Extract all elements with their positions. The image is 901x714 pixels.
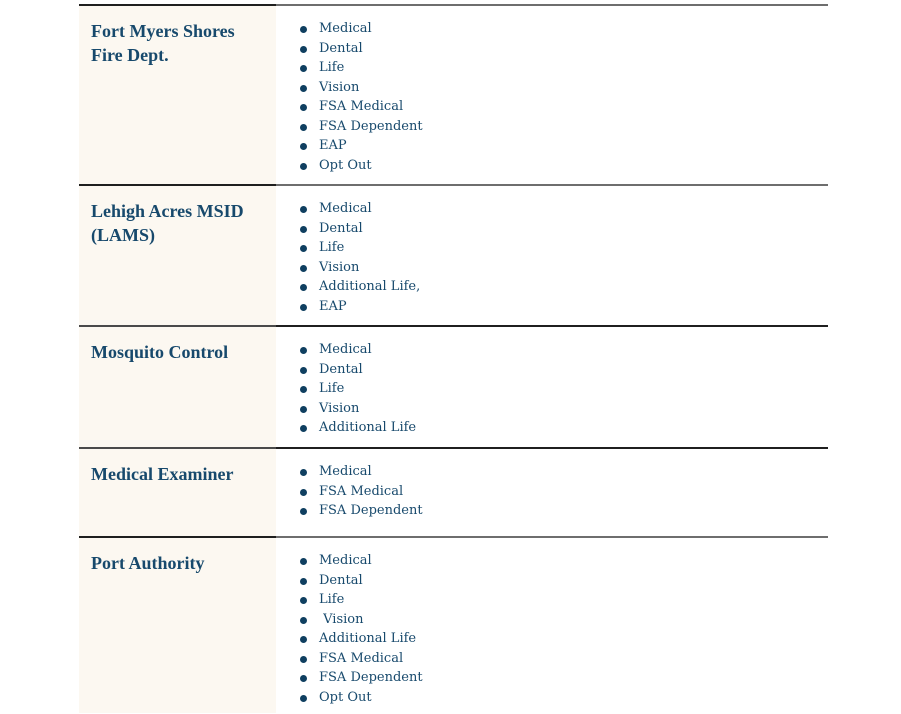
employer-name: Lehigh Acres MSID (LAMS)	[91, 201, 244, 245]
bullet-icon	[300, 386, 307, 393]
list-item	[300, 649, 828, 669]
list-item	[300, 156, 828, 176]
bullet-icon	[300, 675, 307, 682]
bullet-icon	[300, 104, 307, 111]
benefit-label: Medical	[319, 201, 372, 216]
bullet-icon	[300, 143, 307, 150]
list-item	[300, 258, 828, 278]
benefit-label: Vision	[319, 79, 360, 95]
benefits-cell	[276, 325, 828, 447]
list-item	[300, 482, 828, 502]
bullet-icon	[300, 304, 307, 311]
list-item	[300, 277, 828, 297]
bullet-icon	[300, 245, 307, 252]
benefit-label: FSA Medical	[319, 483, 404, 499]
benefit-label: Dental	[319, 361, 363, 377]
list-item	[300, 462, 828, 482]
benefit-label: Vision	[319, 611, 364, 627]
bullet-icon	[300, 163, 307, 170]
benefit-label: Vision	[319, 400, 360, 416]
list-item	[300, 629, 828, 649]
benefit-label: EAP	[319, 138, 347, 153]
employer-cell	[79, 536, 276, 713]
bullet-icon	[300, 265, 307, 272]
list-item	[300, 340, 828, 360]
employer-name: Medical Examiner	[91, 464, 234, 484]
benefit-label: FSA Medical	[319, 650, 404, 666]
list-item	[300, 379, 828, 399]
bullet-icon	[300, 656, 307, 663]
bullet-icon	[300, 284, 307, 291]
employer-cell	[79, 447, 276, 536]
bullet-icon	[300, 65, 307, 72]
list-item	[300, 360, 828, 380]
list-item	[300, 551, 828, 571]
benefit-label: Medical	[319, 464, 372, 479]
benefits-cell	[276, 536, 828, 713]
employer-cell	[79, 184, 276, 325]
bullet-icon	[300, 636, 307, 643]
benefit-label: Additional Life	[319, 420, 417, 435]
list-item	[300, 501, 828, 521]
bullet-icon	[300, 124, 307, 131]
table-row	[79, 325, 828, 447]
list-item	[300, 688, 828, 708]
employer-cell	[79, 4, 276, 184]
list-item	[300, 238, 828, 258]
list-item	[300, 219, 828, 239]
benefits-list	[300, 340, 828, 438]
benefit-label: FSA Dependent	[319, 670, 423, 685]
bullet-icon	[300, 26, 307, 33]
benefit-label: Additional Life	[319, 631, 417, 646]
benefit-label: Medical	[319, 21, 372, 36]
benefit-label: EAP	[319, 298, 347, 314]
benefit-label: Medical	[319, 342, 372, 357]
benefit-label: FSA Dependent	[319, 118, 423, 134]
bullet-icon	[300, 347, 307, 354]
benefit-label: Opt Out	[319, 157, 372, 173]
list-item	[300, 297, 828, 317]
employer-cell	[79, 325, 276, 447]
benefits-table	[79, 4, 828, 713]
benefits-list	[300, 462, 828, 521]
bullet-icon	[300, 617, 307, 624]
bullet-icon	[300, 367, 307, 374]
benefit-label: FSA Medical	[319, 99, 404, 114]
benefits-cell	[276, 447, 828, 536]
bullet-icon	[300, 508, 307, 515]
employer-name: Mosquito Control	[91, 342, 229, 362]
table-row	[79, 184, 828, 325]
employer-name: Port Authority	[91, 553, 205, 573]
benefits-list	[300, 19, 828, 175]
list-item	[300, 97, 828, 117]
benefit-label: FSA Dependent	[319, 503, 423, 518]
list-item	[300, 399, 828, 419]
benefits-list	[300, 551, 828, 707]
table-row	[79, 4, 828, 184]
list-item	[300, 418, 828, 438]
benefit-label: Additional Life,	[319, 279, 421, 294]
bullet-icon	[300, 226, 307, 233]
employer-name: Fort Myers Shores Fire Dept.	[91, 21, 235, 65]
list-item	[300, 117, 828, 137]
bullet-icon	[300, 578, 307, 585]
bullet-icon	[300, 206, 307, 213]
bullet-icon	[300, 85, 307, 92]
benefit-label: Life	[319, 240, 345, 255]
benefit-label: Life	[319, 592, 345, 607]
list-item	[300, 199, 828, 219]
benefits-cell	[276, 184, 828, 325]
benefit-label: Life	[319, 60, 345, 75]
bullet-icon	[300, 489, 307, 496]
list-item	[300, 610, 828, 630]
benefit-label: Dental	[319, 40, 363, 56]
list-item	[300, 19, 828, 39]
bullet-icon	[300, 406, 307, 413]
benefits-cell	[276, 4, 828, 184]
bullet-icon	[300, 597, 307, 604]
benefit-label: Dental	[319, 572, 363, 588]
list-item	[300, 78, 828, 98]
list-item	[300, 39, 828, 59]
benefit-label: Dental	[319, 220, 363, 236]
bullet-icon	[300, 558, 307, 565]
benefit-label: Life	[319, 381, 345, 396]
list-item	[300, 136, 828, 156]
benefit-label: Vision	[319, 259, 360, 275]
bullet-icon	[300, 695, 307, 702]
list-item	[300, 58, 828, 78]
list-item	[300, 571, 828, 591]
bullet-icon	[300, 425, 307, 432]
list-item	[300, 590, 828, 610]
bullet-icon	[300, 46, 307, 53]
table-row	[79, 447, 828, 536]
benefit-label: Opt Out	[319, 689, 372, 705]
list-item	[300, 668, 828, 688]
benefit-label: Medical	[319, 553, 372, 568]
bullet-icon	[300, 469, 307, 476]
benefits-list	[300, 199, 828, 316]
table-row	[79, 536, 828, 713]
